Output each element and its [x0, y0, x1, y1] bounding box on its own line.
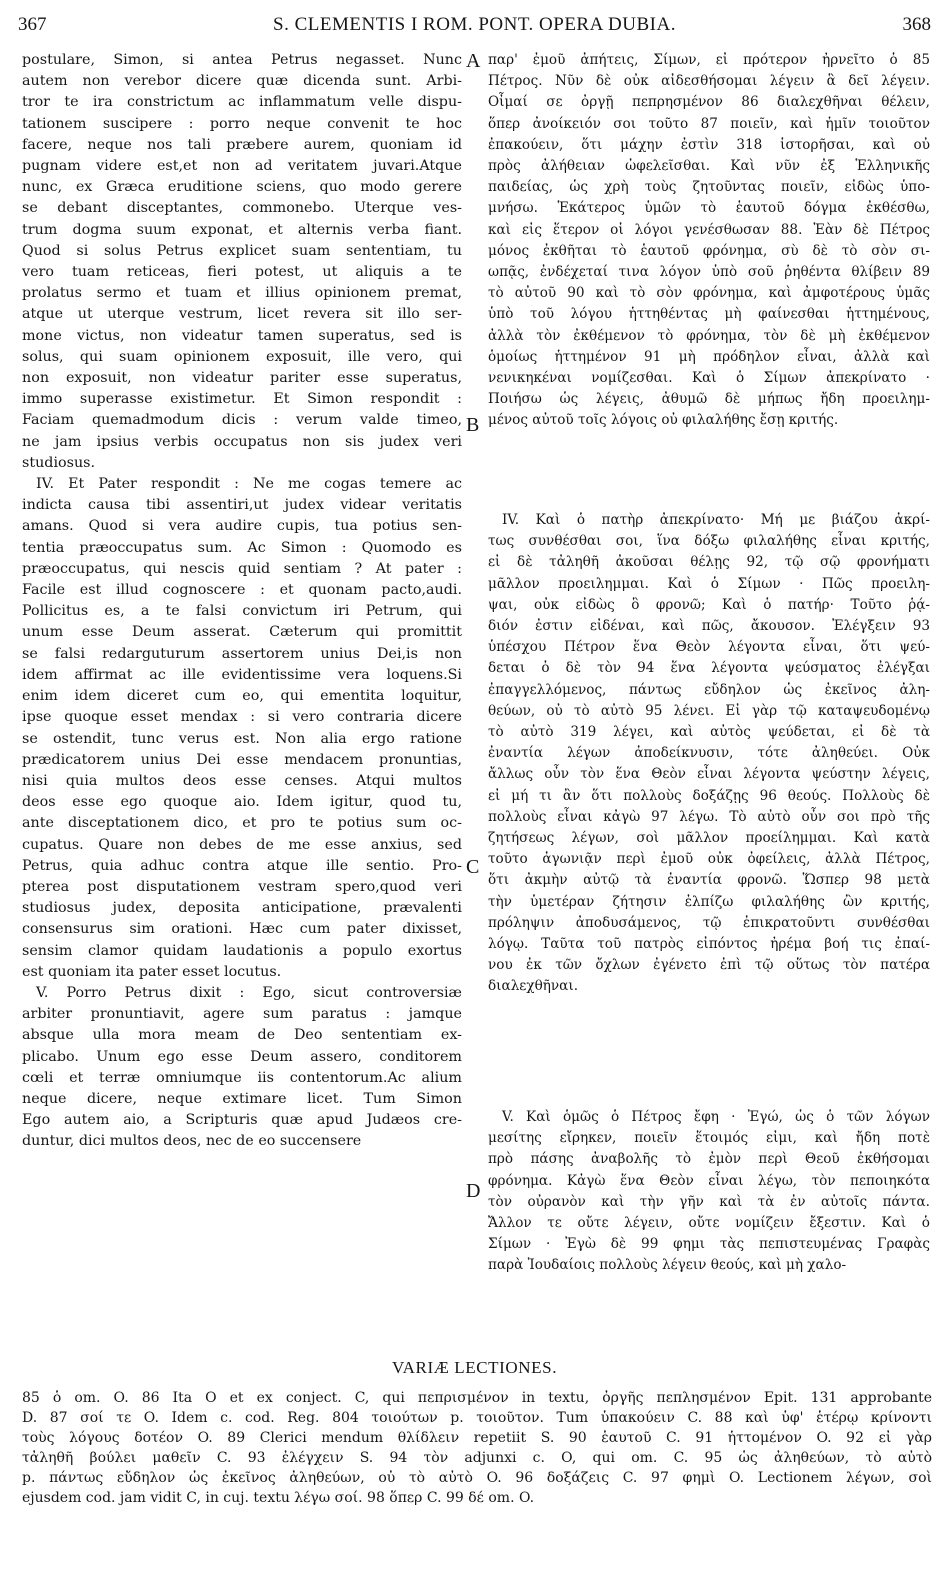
margin-marker-d: D: [466, 1180, 481, 1202]
latin-text-line: pterea post disputationem vestram spero,quod veri: [22, 878, 462, 895]
greek-text-line: τως συνθέσθαι σοι, ἵνα δόξω φιλαλήθης εἶναι κριτής,: [488, 533, 930, 550]
latin-text-line: ipse quoque esset mendax : si vero contraria dicere: [22, 709, 462, 726]
latin-text-line: præoccupatus, qui nescis quid sentiam ? At pater :: [22, 560, 462, 577]
greek-text-line: δεται ὁ δὲ τὸν 94 ἕνα λέγοντα ψεύσματος ἐλέγξαι: [488, 660, 930, 677]
greek-text-line: τὴν ὑμετέραν ζήτησιν ἐλπίζω φιλαλήθης ὢν κριτής,: [488, 893, 930, 910]
latin-text-line: pugnam videre est,et non ad veritatem juvari.Atque: [22, 158, 462, 175]
latin-text-line: Ego autem aio, a Scripturis quæ apud Judæos cre-: [22, 1112, 462, 1129]
latin-text-line: consensurus sim orationi. Hæc cum pater dixisset,: [22, 921, 462, 938]
greek-text-line: φρόνημα. Κἀγὼ ἕνα Θεὸν εἶναι λέγω, τὸν πεποιηκότα: [488, 1172, 930, 1189]
latin-text-line: unum esse Deum asserat. Cæterum qui promittit: [22, 624, 462, 641]
latin-text-line: studiosus.: [22, 454, 96, 471]
page-number-right: 368: [902, 14, 931, 35]
latin-column: [22, 50, 462, 1153]
greek-section-v: [488, 1107, 930, 1277]
greek-text-line: Οἶμαί σε ὀργῇ πεπρησμένον 86 διαλεχθῆναι θέλειν,: [488, 94, 930, 111]
greek-text-line: V. Καὶ ὁμῶς ὁ Πέτρος ἔφη · Ἐγώ, ὡς ὁ τῶν λόγων: [502, 1109, 930, 1125]
greek-text-line: τὸ αὐτοῦ 90 καὶ τὸ σὸν φρόνημα, καὶ ἀμφοτέρους ὑμᾶς: [488, 285, 930, 302]
greek-text-line: παρὰ Ἰουδαίοις πολλοὺς λέγειν θεούς, καὶ μὴ χαλο-: [488, 1257, 847, 1274]
latin-text-line: tationem suscipere : porro neque convenit te hoc: [22, 115, 462, 132]
greek-section-iii: [488, 50, 930, 432]
latin-text-line: non exposuit, non videatur pariter esse superatus,: [22, 370, 462, 387]
greek-text-line: ὅπερ ἀνοίκειόν σοι τοῦτο 87 ποιεῖν, καὶ ἡμῖν τοιοῦτον: [488, 115, 930, 132]
variae-note-line: 85 ὁ om. O. 86 Ita O et ex conject. C, qui πεπρισμένον in textu, ὀργῆς πεπλησμένον Epit. 131 approbante: [22, 1390, 932, 1406]
latin-text-line: facere, neque nos tali præbere aurem, quoniam id: [22, 136, 462, 153]
greek-text-line: καὶ εἰς ἕτερον οἱ λόγοι γενέσθωσαν 88. Ἐὰν δὲ Πέτρος: [488, 221, 930, 238]
greek-text-line: εἰ μή τι ἂν ὅτι πολλοὺς δοξάζῃς 96 θεούς. Πολλοὺς δὲ: [488, 787, 930, 804]
latin-text-line: tror te ira constrictum ac inflammatum velle dispu-: [22, 94, 462, 111]
latin-text-line: Facile est illud cognoscere : et quonam pacto,audi.: [22, 582, 462, 599]
latin-text-line: V. Porro Petrus dixit : Ego, sicut controversiæ: [36, 984, 462, 1001]
latin-text-line: amans. Quod si vera audire cupis, tua potius sen-: [22, 518, 462, 535]
greek-text-line: πρόληψιν ἀποδυσάμενος, τῷ ἐπικρατοῦντι συνθέσθαι: [488, 914, 930, 931]
latin-text-line: solus, qui suam opinionem exposuit, ille vero, qui: [22, 348, 462, 365]
latin-text-line: trum dogma suum exponat, et alternis verba fiant.: [22, 221, 462, 238]
running-title: S. CLEMENTIS I ROM. PONT. OPERA DUBIA.: [273, 14, 676, 35]
latin-text-line: IV. Et Pater respondit : Ne me cogas temere ac: [36, 476, 462, 493]
latin-text-line: atque ut uterque vestrum, licet revera sit illo ser-: [22, 306, 462, 323]
greek-text-line: μεσίτης εἴρηκεν, ποιεῖν ἕτοιμός εἰμι, καὶ ἤδη ποτὲ: [488, 1130, 930, 1147]
latin-text-line: vero tuam reticeas, fieri potest, ut aliquis a te: [22, 264, 462, 281]
greek-text-line: λόγῳ. Ταῦτα τοῦ πατρὸς εἰπόντος ἠρέμα βοή τις ἐπαί-: [488, 936, 930, 953]
latin-text-line: cœli et terræ omniumque iis contentorum.Ac alium: [22, 1069, 462, 1086]
greek-text-line: Ἄλλον τε οὔτε λέγειν, οὔτε νομίζειν ἔξεστιν. Καὶ ὁ: [488, 1215, 930, 1232]
latin-text-line: cupatus. Quare non debes de me esse anxius, sed: [22, 836, 462, 853]
greek-text-line: Πέτρος. Νῦν δὲ οὐκ αἰδεσθήσομαι λέγειν ἃ δεῖ λέγειν.: [488, 73, 930, 90]
greek-text-line: θεύων, οὐ τὸ αὐτὸ 95 λένει. Εἰ γὰρ τῷ καταψευδομένῳ: [488, 702, 930, 719]
latin-text-line: immo superasse existimetur. Et Simon respondit :: [22, 391, 462, 408]
greek-text-line: μᾶλλον προειλημμαι. Καὶ ὁ Σίμων · Πῶς προειλη-: [488, 575, 930, 592]
margin-marker-c: C: [466, 856, 480, 878]
latin-text-line: studiosus judex, deposita anticipatione, prævalenti: [22, 900, 462, 917]
greek-text-line: ἄλλως οὖν τὸν ἕνα Θεὸν εἶναι λέγοντα ψεύστην λέγεις,: [488, 766, 930, 783]
latin-text-line: Petrus, quia adhuc contra atque ille sentio. Pro-: [22, 857, 462, 874]
latin-text-line: indicta causa tibi assentiri,ut judex videar veritatis: [22, 497, 462, 514]
running-header: [18, 14, 931, 40]
variae-lectiones-notes: [22, 1388, 932, 1508]
greek-text-line: ἐναντία λέγων ἀποδείκνυσιν, τότε ἀληθεύει. Οὐκ: [488, 745, 930, 762]
variae-note-line: τἀληθῆ βούλει μαθεῖν C. 93 ἐλέγχειν S. 94 τὸν adjunxi c. O, qui om. C. 95 ὡς ἀληθεύων, τὸ αὐτὸ: [22, 1450, 932, 1466]
greek-text-line: ἐπακούειν, ὅτι μάχην ἐστὶν 318 ἱστορῆσαι, καὶ οὐ: [488, 136, 930, 153]
latin-text-line: autem non verebor dicere quæ dicenda sunt. Arbi-: [22, 73, 462, 90]
latin-text-line: neque dicere, neque extimare licet. Tum Simon: [22, 1090, 462, 1107]
latin-text-line: absque ulla mora meam de Deo sententiam ex-: [22, 1027, 462, 1044]
latin-text-line: nunc, ex Græca eruditione sciens, quo modo gerere: [22, 179, 462, 196]
latin-text-line: prædicatorem unius Dei esse mendacem pronuntias,: [22, 751, 462, 768]
latin-text-line: prolatus sermo et tuam et illius opinionem premat,: [22, 285, 462, 302]
margin-marker-a: A: [466, 50, 481, 72]
greek-text-line: διαλεχθῆναι.: [488, 978, 579, 995]
greek-text-line: ὑπέσχου Πέτρον ἕνα Θεὸν λέγοντα εἶναι, ὅτι ψεύ-: [488, 639, 930, 656]
greek-text-line: εἰ δὲ τἀληθῆ ἀκοῦσαι θέλῃς 92, τῷ σῷ φρονήματι: [488, 554, 930, 571]
latin-text-line: tentia præoccupatus sum. Ac Simon : Quomodo es: [22, 539, 462, 556]
latin-text-line: duntur, dici multos deos, nec de eo succensere: [22, 1133, 362, 1150]
variae-note-line: τοὺς λόγους δοτέον O. 89 Clerici mendum θλίδλειν repetiit S. 90 ἑαυτοῦ C. 91 ἡττομένον O. 92 εἰ γὰρ: [22, 1430, 932, 1446]
latin-text-line: nisi quia multos deos esse censes. Atqui multos: [22, 772, 462, 789]
greek-text-line: πρὸς ἀλήθειαν ὠφελεῖσθαι. Καὶ νῦν ἐξ Ἑλληνικῆς: [488, 158, 930, 175]
greek-text-line: ἐπαγγελλόμενος, πάντως εὔδηλον ὡς ἐκεῖνος ἀλη-: [488, 681, 930, 698]
greek-text-line: παρ' ἐμοῦ ἀπήτεις, Σίμων, εἰ πρότερον ἠρνεῖτο ὁ 85: [488, 52, 930, 68]
greek-text-line: IV. Καὶ ὁ πατὴρ ἀπεκρίνατο· Μή με βιάζου ἀκρί-: [502, 512, 930, 528]
greek-text-line: ὅτι ἀκμὴν αὐτῷ τὰ ἐναντία φρονῶ. Ὥσπερ 98 μετὰ: [488, 872, 930, 889]
variae-note-line: ejusdem cod. jam vidit C, in cuj. textu λέγω σοί. 98 ὅπερ C. 99 δέ om. O.: [22, 1490, 535, 1506]
latin-text-line: idem affirmat ac ille evidentissime vera loquens.Si: [22, 666, 462, 683]
variae-lectiones-title: VARIÆ LECTIONES.: [391, 1358, 558, 1377]
latin-text-line: se ostendit, tunc verus est. Non alia ergo ratione: [22, 730, 462, 747]
greek-text-line: διόν ἐστιν εἰδέναι, καὶ πῶς, ἄκουσον. Ἐλέγξειν 93: [488, 618, 930, 635]
latin-text-line: arbiter pronuntiavit, agere sum paratus : jamque: [22, 1006, 462, 1023]
greek-section-iv: [488, 510, 930, 998]
latin-text-line: est quoniam ita pater esset locutus.: [22, 963, 282, 980]
greek-text-line: πρὸ πάσης ἀναβολῆς τὸ ἐμὸν περὶ Θεοῦ ἐκθήσομαι: [488, 1151, 930, 1168]
greek-text-line: τὸν οὐρανὸν καὶ τὴν γῆν καὶ τὰ ἐν αὐτοῖς πάντα.: [488, 1193, 930, 1210]
latin-text-line: Quod si solus Petrus explicet suam sententiam, tu: [22, 242, 462, 259]
latin-text-line: postulare, Simon, si antea Petrus negasset. Nunc: [22, 52, 462, 68]
latin-text-line: ne jam ipsius verbis occupatus non sis judex veri: [22, 433, 462, 450]
variae-note-line: p. πάντως εὔδηλον ὡς ἐκεῖνος ἀληθεύων, οὐ τὸ αὐτὸ O. 96 δοξάζεις C. 97 φημὶ O. Lectionem λέγων, σοὶ: [22, 1470, 932, 1486]
latin-text-line: mone victus, non videatur tamen superatus, sed is: [22, 327, 462, 344]
latin-text-line: Pollicitus es, a te falsi convictum iri Petrum, qui: [22, 603, 462, 620]
greek-text-line: μένος αὐτοῦ τοῖς λόγοις οὐ φιλαλήθης ἔσῃ κριτής.: [488, 412, 839, 429]
greek-text-line: νου ἐκ τῶν ὄχλων ἐγένετο ἐπὶ τῷ οὕτως τὸν πατέρα: [488, 957, 930, 974]
greek-text-line: τοῦτο ἀγωνιᾷν περὶ ἐμοῦ οὐκ ὀφείλεις, ἀλλὰ Πέτρος,: [488, 851, 930, 868]
latin-text-line: sensim clamor quidam laudationis a populo exortus: [22, 942, 462, 959]
greek-text-line: Σίμων · Ἐγὼ δὲ 99 φημι τὰς πεπιστευμένας Γραφὰς: [488, 1236, 930, 1253]
variae-note-line: D. 87 σοί τε O. Idem c. cod. Reg. 804 τοιούτων p. τοιοῦτον. Tum ὑπακούειν C. 88 καὶ ὑφ' ἑτέρῳ κρίνοντι: [22, 1410, 932, 1426]
greek-text-line: νενικηκέναι νομίζεσθαι. Καὶ ὁ Σίμων ἀπεκρίνατο ·: [488, 370, 930, 387]
margin-marker-b: B: [466, 414, 480, 436]
greek-text-line: τὸ αὐτὸ 319 λέγει, καὶ αὐτὸς ψεύδεται, εἰ δὲ τὰ: [488, 724, 930, 741]
latin-text-line: se falsi redarguturum assertorem unius Dei,is non: [22, 645, 462, 662]
greek-text-line: ὁμοίως ἡττημένον 91 μὴ πρόδηλον εἶναι, ἀλλὰ καὶ: [488, 348, 930, 365]
greek-text-line: παιδείας, ὡς χρὴ τοὺς ζητοῦντας ποιεῖν, εἰδὼς ὑπο-: [488, 179, 930, 196]
greek-text-line: μνήσω. Ἑκάτερος ὑμῶν τὸ ἑαυτοῦ δόγμα ἐκθέσθω,: [488, 200, 930, 217]
latin-text-line: deos esse ego quoque aio. Idem igitur, quod tu,: [22, 794, 462, 811]
greek-text-line: ἀλλὰ τὸν ἐκθέμενον τὸ φρόνημα, τὸν δὲ μὴ ἐκθέμενον: [488, 327, 930, 344]
latin-text-line: se debant disceptantes, commonebo. Uterque ves-: [22, 200, 462, 217]
latin-text-line: plicabo. Unum ego esse Deum assero, conditorem: [22, 1048, 462, 1065]
greek-text-line: ψαι, οὐκ εἰδὼς ὃ φρονῶ; Καὶ ὁ πατήρ· Τοῦτο ῥᾴ-: [488, 596, 930, 613]
latin-text-line: ante disceptationem dico, et pro te potius sum oc-: [22, 815, 462, 832]
page-number-left: 367: [18, 14, 47, 35]
greek-text-line: μόνος ἐκθῆται τὸ ἑαυτοῦ φρόνημα, σὺ δὲ τὸ σὸν σι-: [488, 242, 930, 259]
greek-text-line: πολλοὺς εἶναι κἀγὼ 97 λέγω. Τὸ αὐτὸ οὖν σοι πρὸ τῆς: [488, 808, 930, 825]
greek-text-line: ζητήσεως λέγων, σοὶ μᾶλλον προείλημμαι. Καὶ κατὰ: [488, 830, 930, 847]
greek-text-line: Ποιήσω ὡς λέγεις, ἀθυμῶ δὲ μήπως ἤδη προειλημ-: [488, 391, 930, 408]
greek-text-line: ωπᾷς, ἐνδέχεταί τινα λόγον ὑπὸ σοῦ ῥηθέντα θλίβειν 89: [488, 264, 930, 281]
greek-text-line: ὑπὸ τοῦ λόγου ἡττηθέντας μὴ φαίνεσθαι ἡττημένους,: [488, 306, 930, 323]
latin-text-line: enim idem diceret cum eo, qui ementita loquitur,: [22, 688, 462, 705]
latin-text-line: Faciam quemadmodum dicis : verum valde timeo,: [22, 412, 462, 429]
